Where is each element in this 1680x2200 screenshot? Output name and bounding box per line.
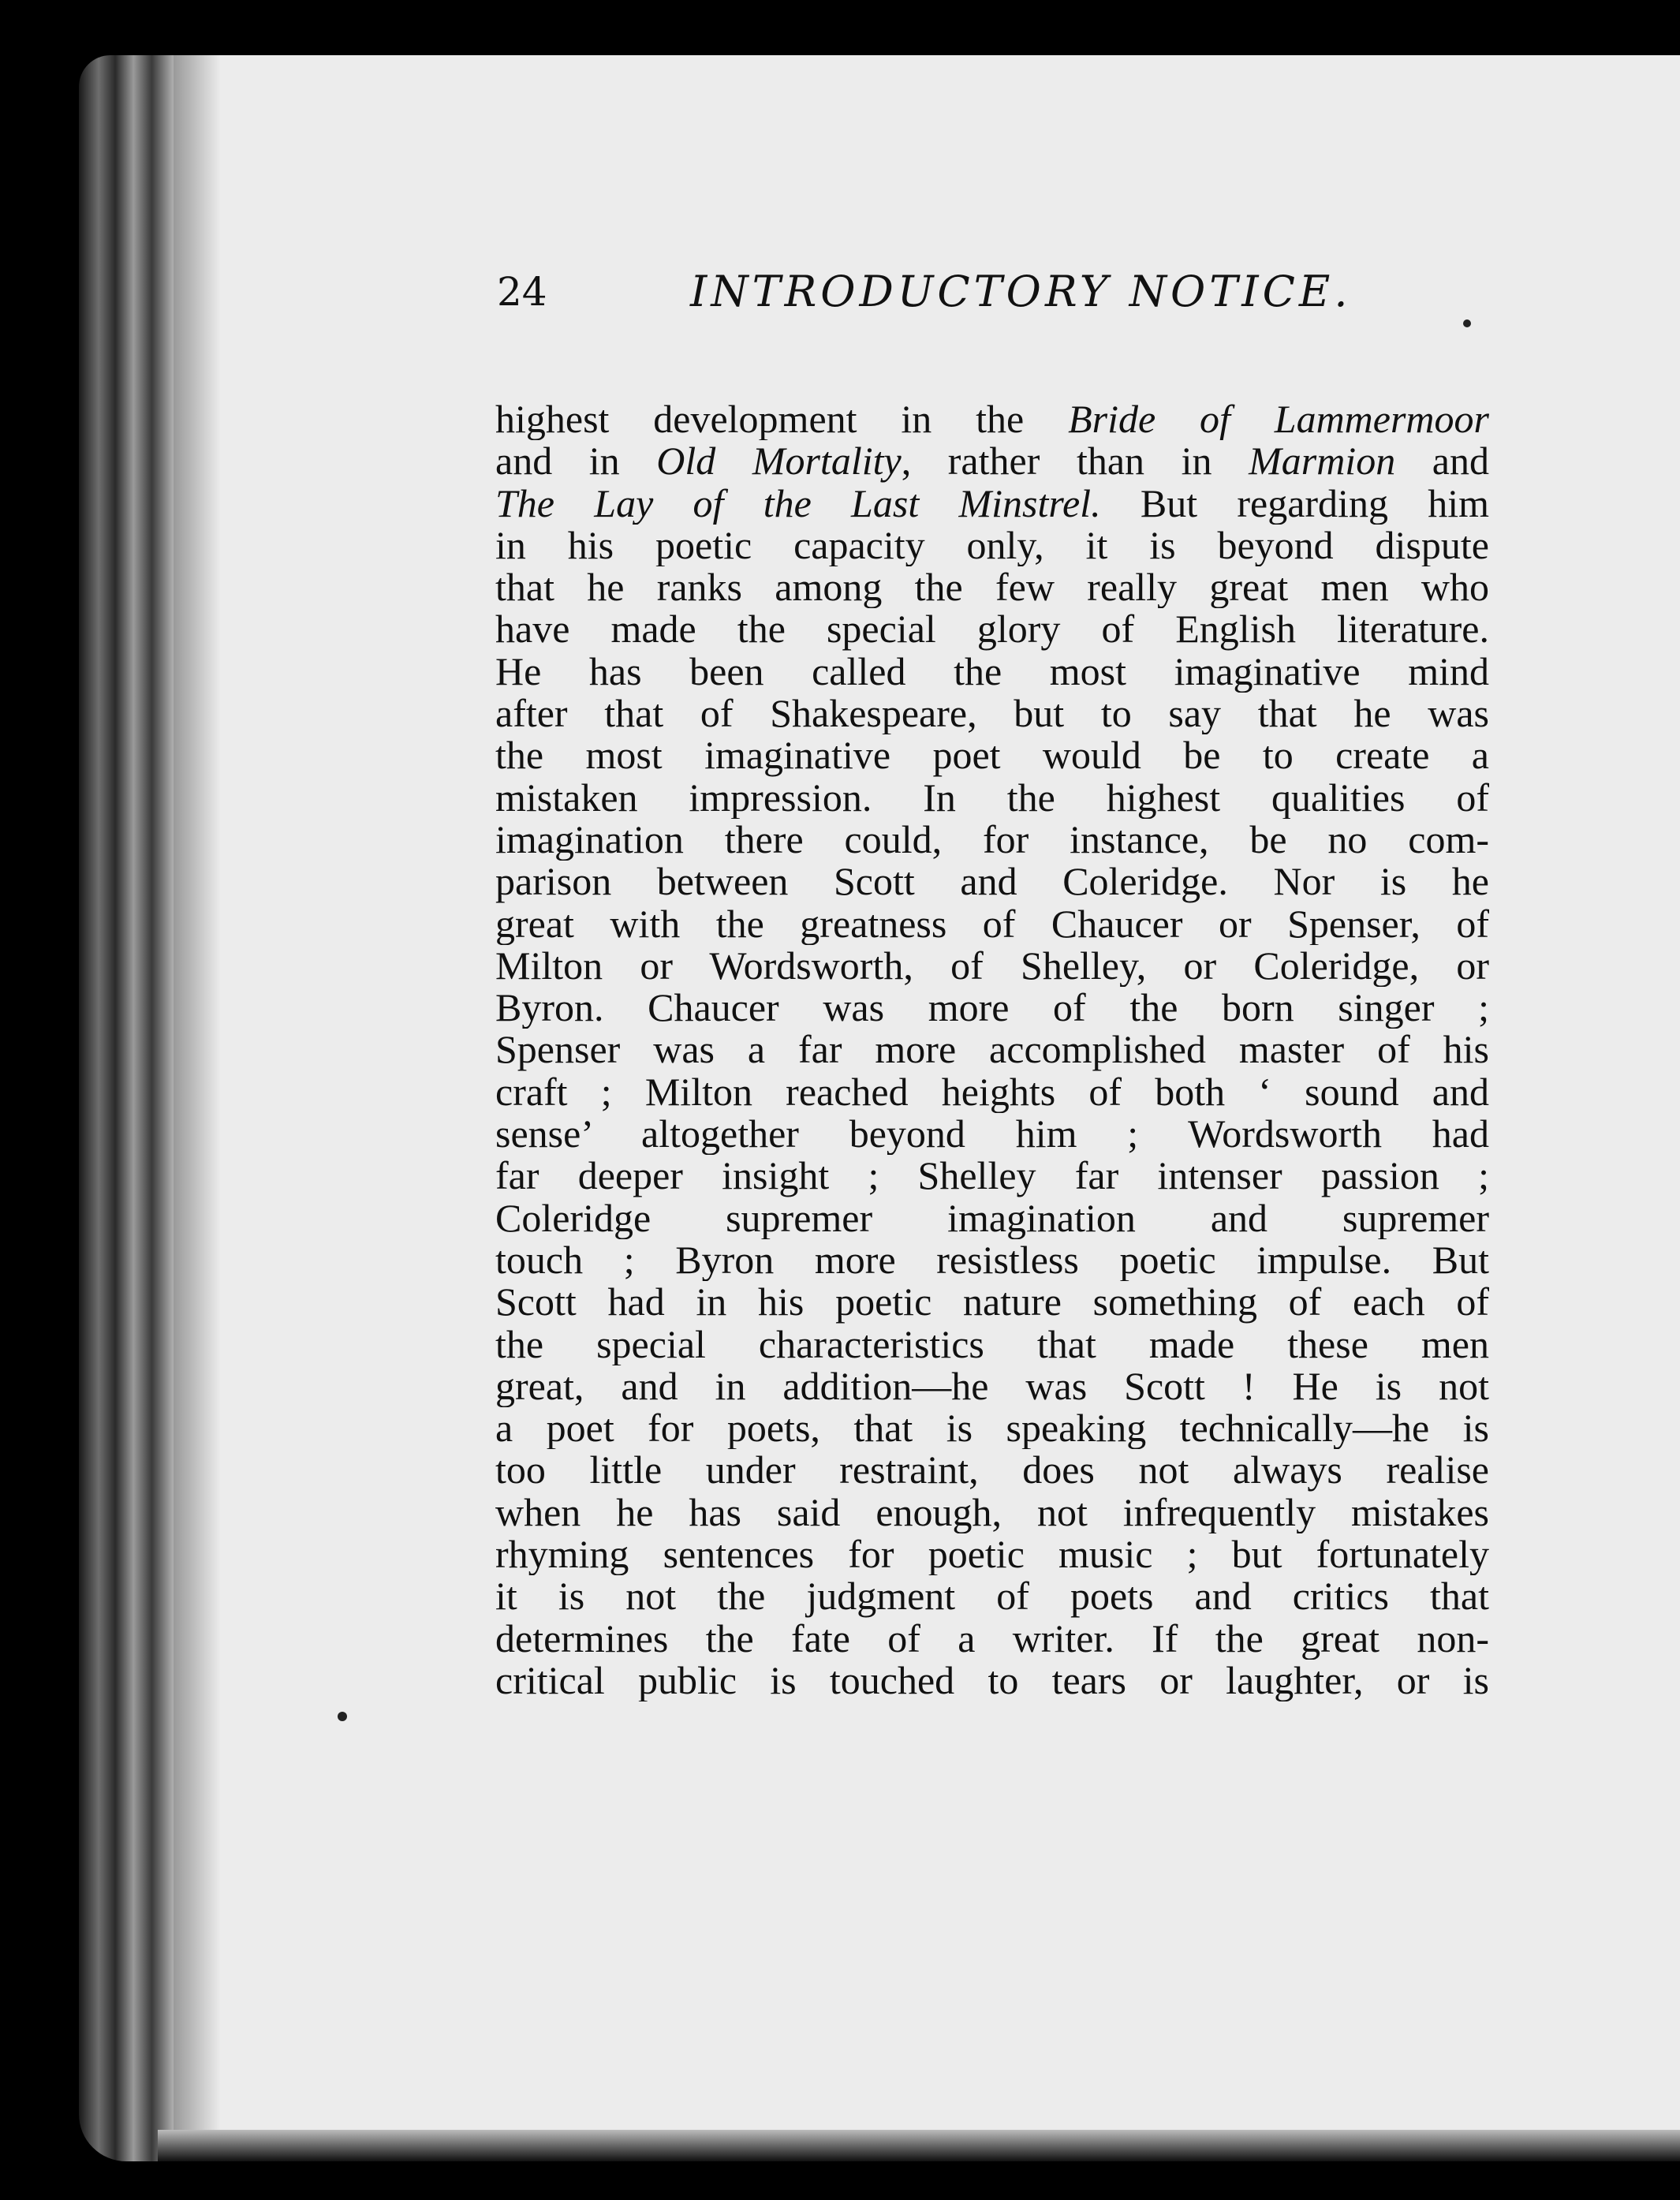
text-line: Byron. Chaucer was more of the born singer ; [495, 987, 1489, 1029]
text-line: craft ; Milton reached heights of both ‘ sound and [495, 1070, 1489, 1114]
body-text [495, 398, 1489, 1701]
text-line: sense’ altogether beyond him ; Wordsworth had [495, 1113, 1489, 1156]
text-line: great with the greatness of Chaucer or Spenser, of [495, 902, 1489, 945]
text-line: and in Old Mortality, rather than in Marmion and [495, 440, 1489, 483]
text-line: that he ranks among the few really great men who [495, 566, 1489, 609]
text-line: the special characteristics that made these men [495, 1323, 1489, 1365]
text-line: rhyming sentences for poetic music ; but fortunately [495, 1533, 1489, 1576]
text-line: Spenser was a far more accomplished master of his [495, 1029, 1489, 1071]
running-title: INTRODUCTORY NOTICE. [690, 267, 1352, 316]
text-line: parison between Scott and Coleridge. Nor is he [495, 861, 1489, 903]
text-line: Coleridge supremer imagination and supremer [495, 1197, 1489, 1239]
text-line: The Lay of the Last Minstrel. But regarding him [495, 482, 1489, 525]
text-line: a poet for poets, that is speaking technically—he is [495, 1407, 1489, 1450]
gutter-shadow [174, 55, 221, 2138]
text-line: great, and in addition—he was Scott ! He is not [495, 1365, 1489, 1408]
text-line: critical public is touched to tears or laughter, or is [495, 1659, 1489, 1702]
text-line: too little under restraint, does not always realise [495, 1449, 1489, 1492]
text-line: mistaken impression. In the highest qualities of [495, 776, 1489, 819]
text-line: the most imaginative poet would be to create a [495, 734, 1489, 777]
text-line: He has been called the most imaginative mind [495, 650, 1489, 693]
text-line: determines the fate of a writer. If the great non- [495, 1617, 1489, 1660]
text-line: Milton or Wordsworth, of Shelley, or Coleridge, or [495, 944, 1489, 988]
page-number: 24 [497, 269, 547, 315]
text-line: it is not the judgment of poets and critics that [495, 1575, 1489, 1618]
text-line: Scott had in his poetic nature something of each of [495, 1281, 1489, 1324]
text-line: imagination there could, for instance, be no com- [495, 818, 1489, 861]
text-line: in his poetic capacity only, it is beyond dispute [495, 524, 1489, 567]
text-line: after that of Shakespeare, but to say that he was [495, 693, 1489, 735]
running-head [497, 260, 1491, 339]
text-line: have made the special glory of English literature. [495, 608, 1489, 651]
text-line: highest development in the Bride of Lammermoor [495, 398, 1489, 441]
text-line: far deeper insight ; Shelley far intenser passion ; [495, 1155, 1489, 1197]
text-line: touch ; Byron more resistless poetic impulse. But [495, 1238, 1489, 1282]
page-bottom-edge [158, 2130, 1680, 2161]
text-line: when he has said enough, not infrequently mistakes [495, 1491, 1489, 1534]
paper-speck [338, 1712, 347, 1721]
